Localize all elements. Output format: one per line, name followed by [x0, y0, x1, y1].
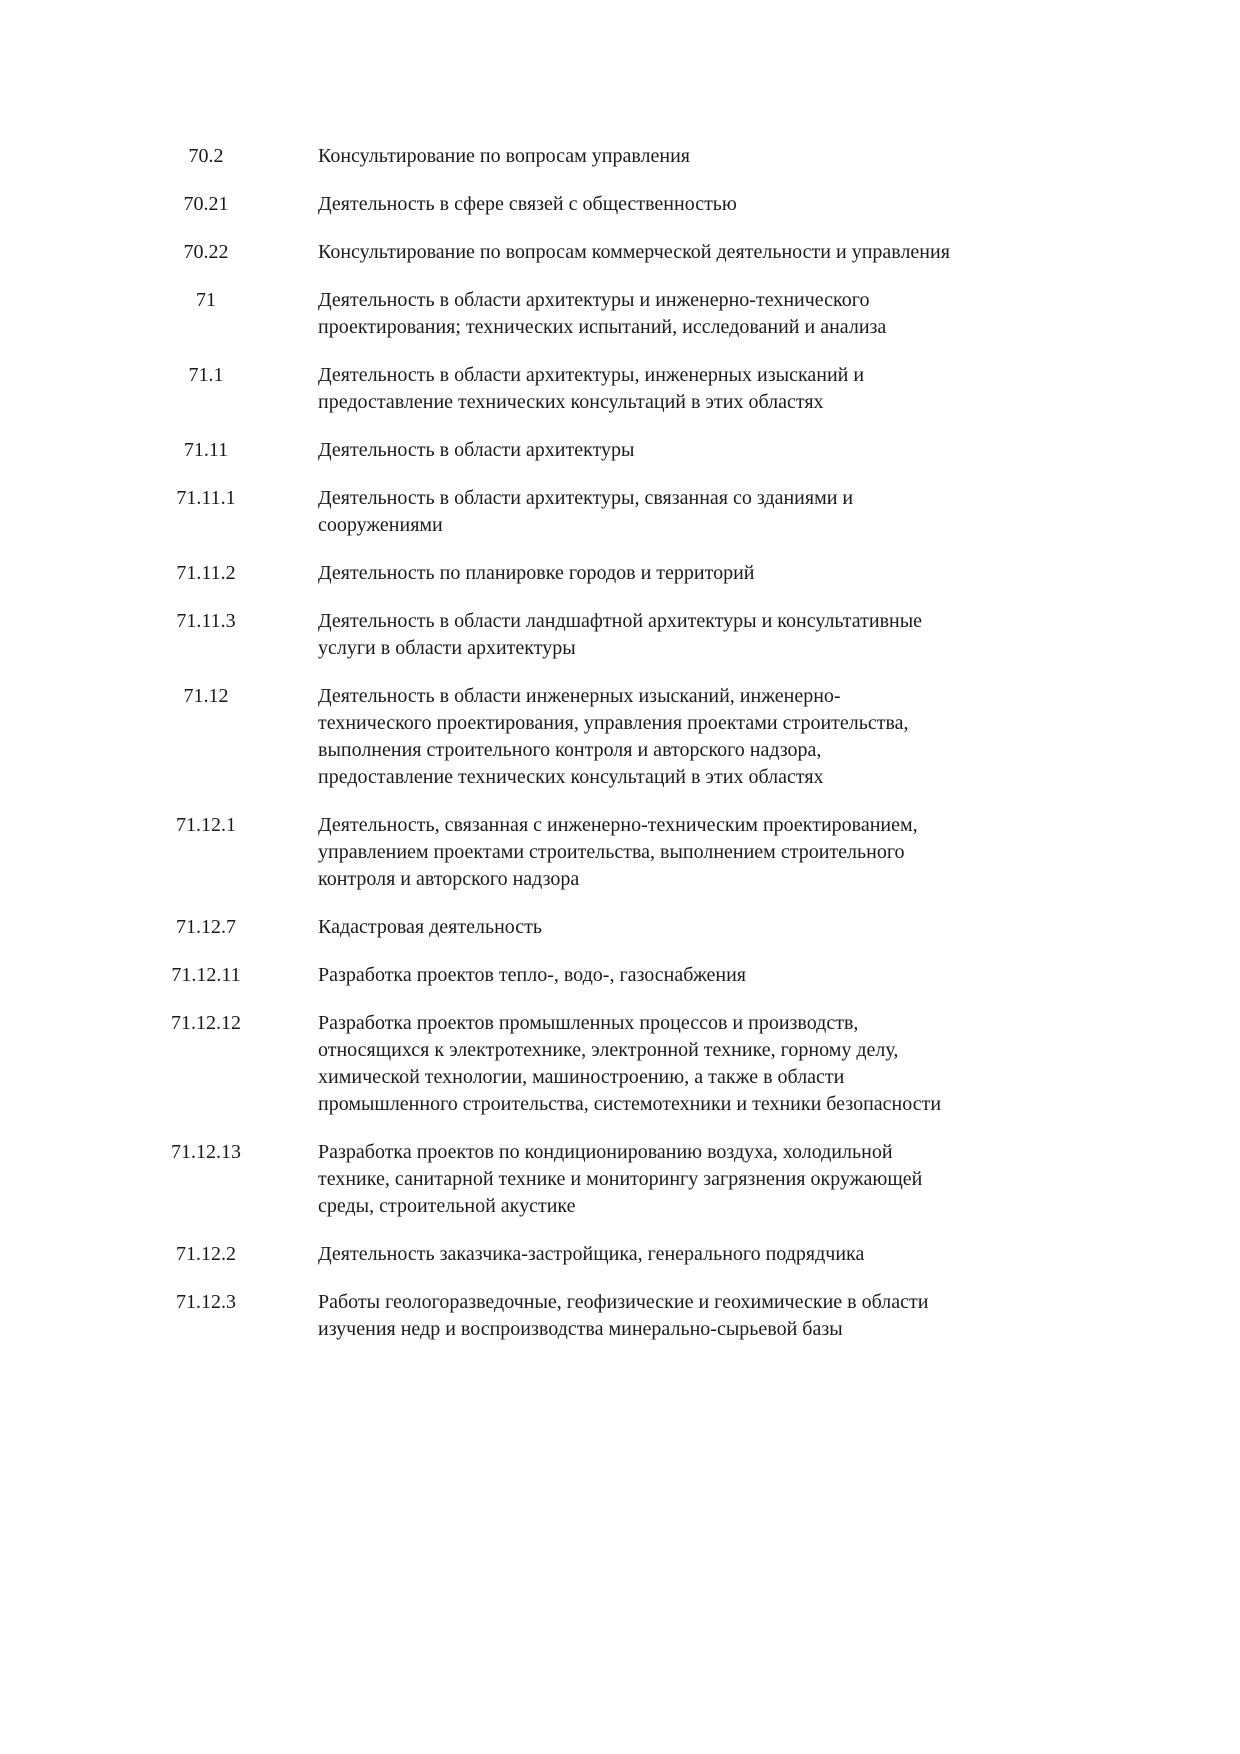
table-row — [128, 560, 958, 587]
table-row — [128, 1241, 958, 1268]
code-cell: 71.12.11 — [171, 964, 241, 986]
code-cell: 71.12.7 — [176, 916, 236, 938]
description-cell: Деятельность в сфере связей с общественностью — [318, 193, 737, 215]
code-cell: 71.11.3 — [176, 610, 236, 632]
code-cell: 71.12.2 — [176, 1243, 236, 1265]
description-cell: Деятельность в области архитектуры — [318, 439, 635, 461]
description-cell: Работы геологоразведочные, геофизические и геохимические в области изучения недр и воспроизводства минерально-сырьевой базы — [318, 1291, 929, 1340]
description-cell: Разработка проектов тепло-, водо-, газоснабжения — [318, 964, 746, 986]
description-cell: Деятельность в области архитектуры, связанная со зданиями и сооружениями — [318, 487, 854, 536]
description-cell: Деятельность заказчика-застройщика, генерального подрядчика — [318, 1243, 865, 1265]
code-cell: 71.11 — [183, 439, 229, 461]
description-cell: Разработка проектов по кондиционированию воздуха, холодильной технике, санитарной технике и мониторингу загрязнения окружающей среды, строительной акустике — [318, 1141, 923, 1217]
description-cell: Деятельность в области архитектуры, инженерных изысканий и предоставление технических консультаций в этих областях — [318, 364, 865, 413]
description-cell: Кадастровая деятельность — [318, 916, 543, 938]
code-cell: 71.12.1 — [176, 814, 236, 836]
table-row — [128, 1010, 958, 1118]
code-cell: 71.12 — [183, 685, 229, 707]
table-row — [128, 437, 958, 464]
table-row — [128, 914, 958, 941]
table-row — [128, 1289, 958, 1343]
description-cell: Деятельность по планировке городов и территорий — [318, 562, 755, 584]
table-row — [128, 191, 958, 218]
table-row — [128, 812, 958, 893]
table-row — [128, 1139, 958, 1220]
description-cell: Деятельность в области инженерных изысканий, инженерно-технического проектирования, управления проектами строительства, выполнения строительного контроля и авторского надзора, предоставление технических консультаций в этих областях — [318, 685, 909, 788]
table-row — [128, 683, 958, 791]
table-row — [128, 143, 958, 170]
code-cell: 71.12.13 — [171, 1141, 241, 1163]
code-cell: 70.21 — [183, 193, 229, 215]
description-cell: Деятельность, связанная с инженерно-техническим проектированием, управлением проектами строительства, выполнением строительного контроля и авторского надзора — [318, 814, 918, 890]
code-cell: 70.2 — [188, 145, 224, 167]
table-row — [128, 287, 958, 341]
code-cell: 70.22 — [183, 241, 229, 263]
table-row — [128, 608, 958, 662]
code-cell: 71.12.3 — [176, 1291, 236, 1313]
table-row — [128, 362, 958, 416]
table-row — [128, 962, 958, 989]
table-row — [128, 485, 958, 539]
code-cell: 71.11.2 — [176, 562, 236, 584]
description-cell: Консультирование по вопросам управления — [318, 145, 690, 167]
code-cell: 71.11.1 — [176, 487, 236, 509]
description-cell: Деятельность в области архитектуры и инженерно-технического проектирования; технических испытаний, исследований и анализа — [318, 289, 887, 338]
code-cell: 71.1 — [188, 364, 224, 386]
code-cell: 71 — [196, 289, 216, 311]
description-cell: Разработка проектов промышленных процессов и производств, относящихся к электротехнике, электронной технике, горному делу, химической технологии, машиностроению, а также в области промышленного строительства, системотехники и техники безопасности — [318, 1012, 942, 1115]
classification-list — [128, 143, 958, 1343]
table-row — [128, 239, 958, 266]
description-cell: Консультирование по вопросам коммерческой деятельности и управления — [318, 241, 950, 263]
description-cell: Деятельность в области ландшафтной архитектуры и консультативные услуги в области архитектуры — [318, 610, 923, 659]
code-cell: 71.12.12 — [171, 1012, 241, 1034]
